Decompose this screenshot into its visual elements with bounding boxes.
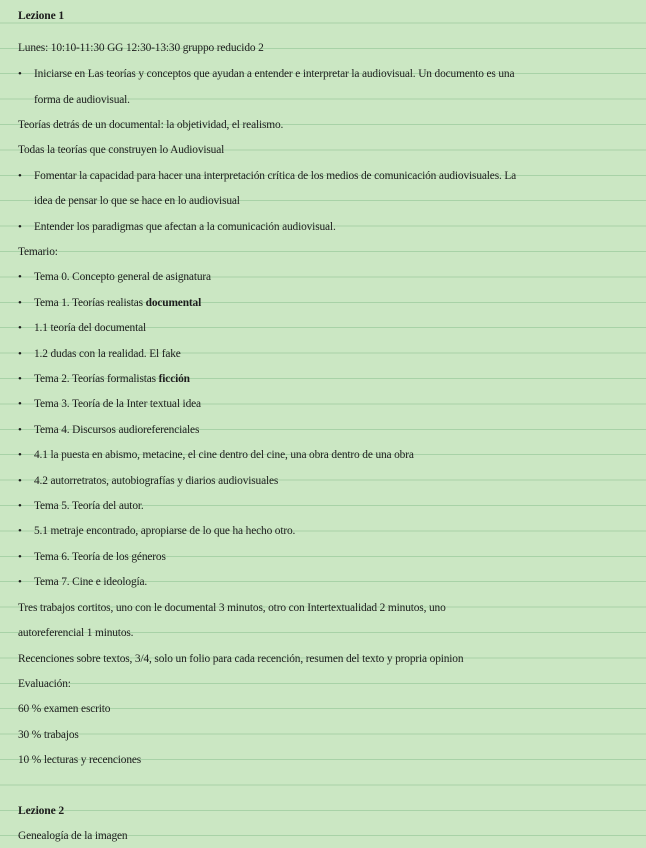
trabajos-line-1: Tres trabajos cortitos, uno con le documental 3 minutos, otro con Intertextualidad 2 minutos, uno [18, 602, 446, 614]
evaluacion-item-exam: 60 % examen escrito [18, 703, 111, 715]
temario-item [34, 347, 632, 361]
lesson-1-schedule: Lunes: 10:10-11:30 GG 12:30-13:30 gruppo reducido 2 [18, 42, 264, 54]
objective-2-line-2: idea de pensar lo que se hace en lo audiovisual [34, 195, 240, 207]
temario-item-text: 1.1 teoría del documental [34, 322, 147, 334]
objective-2-line-1: • Fomentar la capacidad para hacer una interpretación crítica de los medios de comunicación audiovisuales. La [34, 169, 632, 183]
objective-1-line-1: • Iniciarse en Las teorías y conceptos que ayudan a entender e interpretar la audiovisual. Un documento es una [34, 67, 632, 81]
temario-item-text: 5.1 metraje encontrado, apropiarse de lo que ha hecho otro. [34, 525, 296, 537]
temario-item-text: Tema 3. Teoría de la Inter textual idea [34, 398, 201, 410]
objective-3: • Entender los paradigmas que afectan a la comunicación audiovisual. [34, 220, 632, 234]
temario-item-text: Tema 4. Discursos audioreferenciales [34, 424, 200, 436]
temario-item [34, 524, 632, 538]
temario-item [34, 296, 632, 310]
temario-item-text: 1.2 dudas con la realidad. El fake [34, 348, 181, 360]
temario-item [34, 499, 632, 513]
temario-label: Temario: [18, 246, 58, 258]
theories-audiovisual: Todas la teorías que construyen lo Audiovisual [18, 144, 225, 156]
temario-item-text: 4.2 autorretratos, autobiografías y diarios audiovisuales [34, 475, 279, 487]
temario-item-text: 4.1 la puesta en abismo, metacine, el cine dentro del cine, una obra dentro de una obra [34, 449, 414, 461]
temario-item [34, 372, 632, 386]
temario-item-text: Tema 7. Cine e ideología. [34, 576, 148, 588]
lesson-1-heading: Lezione 1 [18, 9, 64, 22]
objective-1-line-2: forma de audiovisual. [34, 94, 130, 106]
recenciones-text: Recenciones sobre textos, 3/4, solo un folio para cada recención, resumen del texto y propria opinion [18, 653, 464, 665]
evaluacion-item-readings: 10 % lecturas y recenciones [18, 754, 142, 766]
evaluacion-label: Evaluación: [18, 678, 71, 690]
temario-item [34, 270, 632, 284]
temario-item-bold: ficción [158, 373, 190, 385]
temario-item-bold: documental [145, 297, 202, 309]
temario-item-text: Tema 2. Teorías formalistas [34, 373, 159, 385]
temario-item [34, 448, 632, 462]
temario-item [34, 423, 632, 437]
temario-item [34, 575, 632, 589]
temario-item-text: Tema 0. Concepto general de asignatura [34, 271, 211, 283]
temario-item-text: Tema 5. Teoría del autor. [34, 500, 144, 512]
temario-item-text: Tema 6. Teoría de los géneros [34, 551, 166, 563]
trabajos-line-2: autoreferencial 1 minutos. [18, 627, 134, 639]
lesson-2-heading: Lezione 2 [18, 804, 64, 817]
theories-documentary: Teorías detrás de un documental: la objetividad, el realismo. [18, 119, 284, 131]
lesson-2-topic: Genealogía de la imagen [18, 830, 128, 842]
temario-item [34, 474, 632, 488]
temario-item [34, 550, 632, 564]
temario-item [34, 397, 632, 411]
evaluacion-item-work: 30 % trabajos [18, 729, 79, 741]
temario-item-text: Tema 1. Teorías realistas [34, 297, 146, 309]
temario-item [34, 321, 632, 335]
